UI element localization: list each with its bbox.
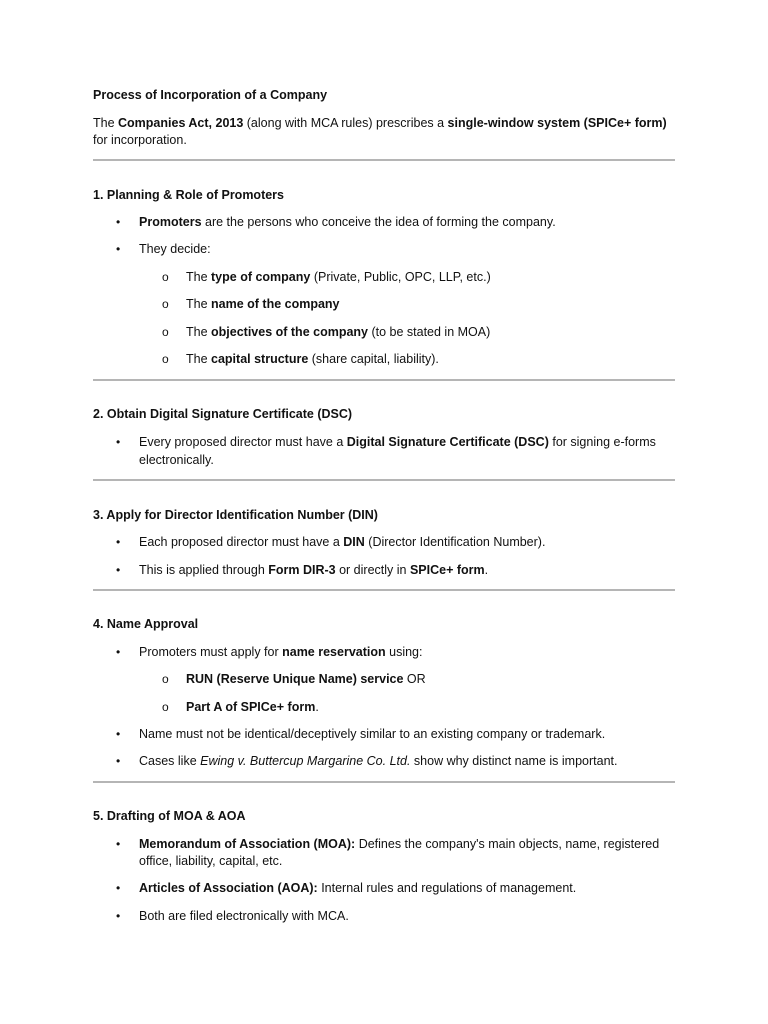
- bullet-marker: •: [116, 215, 121, 229]
- sub-item-emphasis: capital structure: [211, 352, 309, 366]
- list-item-text: Promoters must apply for: [139, 645, 283, 659]
- sub-item-text: OR: [403, 672, 426, 686]
- list-item-emphasis: Promoters: [139, 215, 202, 229]
- sub-item-text: (share capital, liability).: [308, 352, 439, 366]
- sub-item-emphasis: Part A of SPICe+ form: [186, 700, 316, 714]
- sub-bullet-marker: o: [162, 672, 169, 686]
- list-item-text: This is applied through: [139, 563, 269, 577]
- list-item: [139, 836, 659, 853]
- sub-list-item: [186, 699, 319, 716]
- bullet-marker: •: [116, 881, 121, 895]
- list-item-text: Cases like: [139, 754, 201, 768]
- sub-item-emphasis: type of company: [211, 270, 311, 284]
- sub-bullet-marker: o: [162, 270, 169, 284]
- sub-bullet-marker: o: [162, 700, 169, 714]
- bullet-marker: •: [116, 535, 121, 549]
- sub-list-item: [186, 671, 426, 688]
- sub-item-emphasis: name of the company: [211, 297, 340, 311]
- list-item-text: for signing e-forms: [548, 435, 656, 449]
- list-item-text: Internal rules and regulations of management.: [317, 881, 577, 895]
- list-item-text: Defines the company's main objects, name, registered: [355, 837, 660, 851]
- intro-text: (along with MCA rules) prescribes a: [243, 116, 448, 130]
- document-title: Process of Incorporation of a Company: [93, 88, 328, 102]
- case-citation: Ewing v. Buttercup Margarine Co. Ltd.: [200, 754, 411, 768]
- section-heading: 4. Name Approval: [93, 617, 199, 631]
- sub-list-item: [186, 324, 490, 341]
- list-item-text: (Director Identification Number).: [364, 535, 546, 549]
- list-item-text: .: [484, 563, 489, 577]
- list-item-emphasis: Form DIR-3: [268, 563, 336, 577]
- intro-line-2: for incorporation.: [93, 133, 187, 147]
- bullet-marker: •: [116, 645, 121, 659]
- list-item: [139, 562, 488, 579]
- list-item-emphasis: Digital Signature Certificate (DSC): [346, 435, 549, 449]
- list-item-emphasis: Articles of Association (AOA):: [139, 881, 318, 895]
- list-item-continuation: electronically.: [139, 453, 214, 467]
- bullet-marker: •: [116, 909, 121, 923]
- section-heading: 3. Apply for Director Identification Number (DIN): [93, 508, 378, 522]
- bullet-marker: •: [116, 435, 121, 449]
- section-divider: [93, 781, 675, 783]
- list-item: [139, 534, 545, 551]
- list-item: Both are filed electronically with MCA.: [139, 909, 349, 923]
- sub-item-emphasis: objectives of the company: [211, 325, 368, 339]
- list-item: [139, 753, 617, 770]
- bullet-marker: •: [116, 837, 121, 851]
- list-item-text: using:: [385, 645, 423, 659]
- section-divider: [93, 589, 675, 591]
- bullet-marker: •: [116, 242, 121, 256]
- sub-bullet-marker: o: [162, 352, 169, 366]
- list-item: Name must not be identical/deceptively similar to an existing company or trademark.: [139, 727, 606, 741]
- list-item: They decide:: [139, 242, 211, 256]
- list-item-continuation: office, liability, capital, etc.: [139, 854, 283, 868]
- sub-item-text: The: [186, 297, 212, 311]
- sub-bullet-marker: o: [162, 297, 169, 311]
- section-heading: 5. Drafting of MOA & AOA: [93, 809, 246, 823]
- sub-list-item: [186, 296, 340, 313]
- section-heading: 2. Obtain Digital Signature Certificate (DSC): [93, 407, 353, 421]
- list-item: [139, 434, 656, 451]
- sub-list-item: [186, 269, 491, 286]
- list-item: [139, 214, 556, 231]
- list-item-text: or directly in: [335, 563, 410, 577]
- list-item-emphasis: Memorandum of Association (MOA):: [139, 837, 356, 851]
- list-item: [139, 880, 576, 897]
- sub-item-emphasis: RUN (Reserve Unique Name) service: [186, 672, 404, 686]
- list-item-text: Every proposed director must have a: [139, 435, 347, 449]
- sub-item-text: (Private, Public, OPC, LLP, etc.): [310, 270, 491, 284]
- list-item: [139, 644, 422, 661]
- bullet-marker: •: [116, 563, 121, 577]
- intro-line-1: [93, 115, 667, 132]
- sub-item-text: (to be stated in MOA): [368, 325, 491, 339]
- list-item-emphasis: name reservation: [282, 645, 386, 659]
- sub-bullet-marker: o: [162, 325, 169, 339]
- list-item-text: are the persons who conceive the idea of forming the company.: [201, 215, 556, 229]
- section-heading: 1. Planning & Role of Promoters: [93, 188, 284, 202]
- bullet-marker: •: [116, 727, 121, 741]
- bullet-marker: •: [116, 754, 121, 768]
- list-item-emphasis: SPICe+ form: [409, 563, 485, 577]
- section-divider: [93, 159, 675, 161]
- section-divider: [93, 379, 675, 381]
- intro-act: Companies Act, 2013: [118, 116, 244, 130]
- section-divider: [93, 479, 675, 481]
- list-item-text: show why distinct name is important.: [410, 754, 618, 768]
- sub-item-text: .: [315, 700, 319, 714]
- sub-list-item: [186, 351, 439, 368]
- sub-item-text: The: [186, 352, 212, 366]
- intro-text: The: [93, 116, 119, 130]
- intro-system: single-window system (SPICe+ form): [447, 116, 667, 130]
- sub-item-text: The: [186, 270, 212, 284]
- sub-item-text: The: [186, 325, 212, 339]
- list-item-text: Each proposed director must have a: [139, 535, 344, 549]
- list-item-emphasis: DIN: [343, 535, 365, 549]
